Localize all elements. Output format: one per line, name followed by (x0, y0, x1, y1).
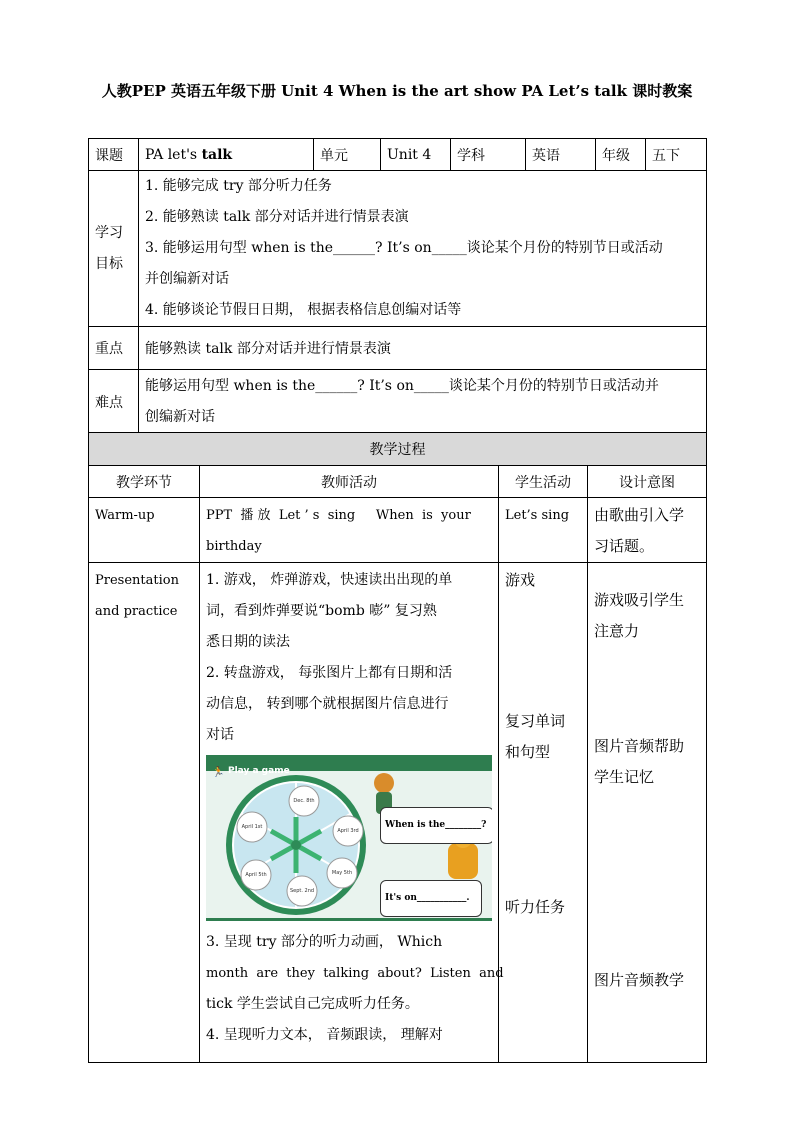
answer-bubble: It's on___________. (380, 880, 482, 917)
segment-label: Sept. 2nd (289, 888, 315, 894)
header-intent: 设计意图 (588, 466, 707, 498)
student-activity: 听力任务 (505, 898, 566, 916)
intent-line: 注意力 (594, 622, 640, 640)
presentation-stage-line: and practice (95, 604, 178, 619)
segment-label: April 5th (245, 872, 267, 878)
goal-line: 2. 能够熟读 talk 部分对话并进行情景表演 (145, 209, 409, 225)
girl-character-icon (374, 773, 394, 793)
goal-line: 4. 能够谈论节假日日期， 根据表格信息创编对话等 (145, 302, 462, 318)
warmup-intent-line: 由歌曲引入学 (594, 506, 685, 524)
topic-value (139, 139, 314, 171)
difficulty-line-2: 创编新对话 (145, 408, 215, 425)
presentation-intent (588, 563, 707, 1063)
intent-line: 图片音频帮助 (594, 737, 685, 755)
unit-label: 单元 (314, 139, 381, 171)
difficulty-content (139, 370, 707, 434)
teacher-step-4 (206, 1020, 492, 1051)
student-activity: 和句型 (505, 743, 551, 761)
intent-line: 游戏吸引学生 (594, 591, 685, 609)
difficulty-line-1: 能够运用句型 when is the______? It’s on_____谈论某个月份的特别节日或活动并 (145, 377, 659, 394)
presentation-teacher (200, 563, 504, 1063)
subject-label: 学科 (451, 139, 526, 171)
grade-label: 年级 (596, 139, 646, 171)
goal-line: 并创编新对话 (145, 271, 229, 287)
warmup-intent-line: 习话题。 (594, 537, 655, 555)
header-stage: 教学环节 (89, 466, 200, 498)
goals-label (89, 171, 139, 327)
lesson-info-table (88, 138, 707, 434)
key-point-label: 重点 (89, 327, 139, 370)
intent-line: 图片音频教学 (594, 971, 685, 989)
teacher-step-3 (206, 927, 504, 1020)
goals-label-line-2: 目标 (95, 255, 123, 272)
step-line: 2. 转盘游戏， 每张图片上都有日期和活 (206, 665, 453, 681)
teacher-step-2 (206, 658, 492, 751)
step-line: 1. 游戏， 炸弹游戏，快速读出出现的单 (206, 572, 453, 588)
segment-label: Dec. 8th (293, 798, 315, 804)
robot-character-icon (448, 843, 478, 879)
step-line: 词，看到炸弹要说“bomb 嘭” 复习熟 (206, 603, 437, 619)
key-point-text: 能够熟读 talk 部分对话并进行情景表演 (139, 327, 707, 370)
topic-prefix: PA let's (145, 146, 202, 163)
goal-line: 1. 能够完成 try 部分听力任务 (145, 178, 332, 194)
process-heading: 教学过程 (89, 433, 707, 466)
document-title: 人教PEP 英语五年级下册 Unit 4 When is the art show PA Let’s talk 课时教案 (101, 82, 693, 100)
spinner-hub (291, 840, 301, 850)
teacher-step-1 (206, 565, 492, 658)
warmup-intent (588, 498, 707, 563)
warmup-stage: Warm-up (89, 498, 200, 563)
step-line: 动信息， 转到哪个就根据图片信息进行 (206, 696, 449, 712)
intent-line: 学生记忆 (594, 768, 655, 786)
presentation-stage (89, 563, 200, 1063)
grade-value: 五下 (646, 139, 707, 171)
segment-label: April 1st (241, 824, 263, 830)
topic-bold: talk (201, 146, 233, 163)
warmup-teacher-line: birthday (206, 539, 262, 554)
unit-value: Unit 4 (381, 139, 451, 171)
goals-content (139, 171, 707, 327)
step-line: 对话 (206, 727, 234, 743)
subject-value: 英语 (526, 139, 596, 171)
teaching-process-table (88, 432, 707, 1063)
play-a-game-image (206, 755, 492, 921)
student-activity: 复习单词 (505, 712, 566, 730)
warmup-student: Let’s sing (499, 498, 588, 563)
goals-label-line-1: 学习 (95, 224, 123, 241)
step-line: 4. 呈现听力文本， 音频跟读， 理解对 (206, 1027, 443, 1043)
presentation-student (499, 563, 588, 1063)
header-student: 学生活动 (499, 466, 588, 498)
step-line: 悉日期的读法 (206, 634, 290, 650)
step-line: tick 学生尝试自己完成听力任务。 (206, 996, 419, 1012)
difficulty-label: 难点 (89, 370, 139, 434)
student-activity: 游戏 (505, 571, 536, 589)
running-man-icon: 🏃 (212, 767, 225, 778)
warmup-teacher (200, 498, 499, 563)
header-teacher: 教师活动 (200, 466, 499, 498)
step-line: 3. 呈现 try 部分的听力动画， Which (206, 934, 443, 950)
goal-line: 3. 能够运用句型 when is the______? It’s on_____谈论某个月份的特别节日或活动 (145, 240, 663, 256)
step-line: month are they talking about? Listen and (206, 966, 504, 981)
game-banner-title: Play a game (228, 766, 290, 776)
question-bubble: When is the________? (380, 807, 492, 844)
topic-label: 课题 (89, 139, 139, 171)
warmup-teacher-line: PPT 播 放 Let ’ s sing When is your (206, 508, 471, 523)
presentation-stage-line: Presentation (95, 573, 179, 588)
segment-label: May 5th (331, 870, 353, 876)
segment-label: April 3rd (337, 828, 359, 834)
